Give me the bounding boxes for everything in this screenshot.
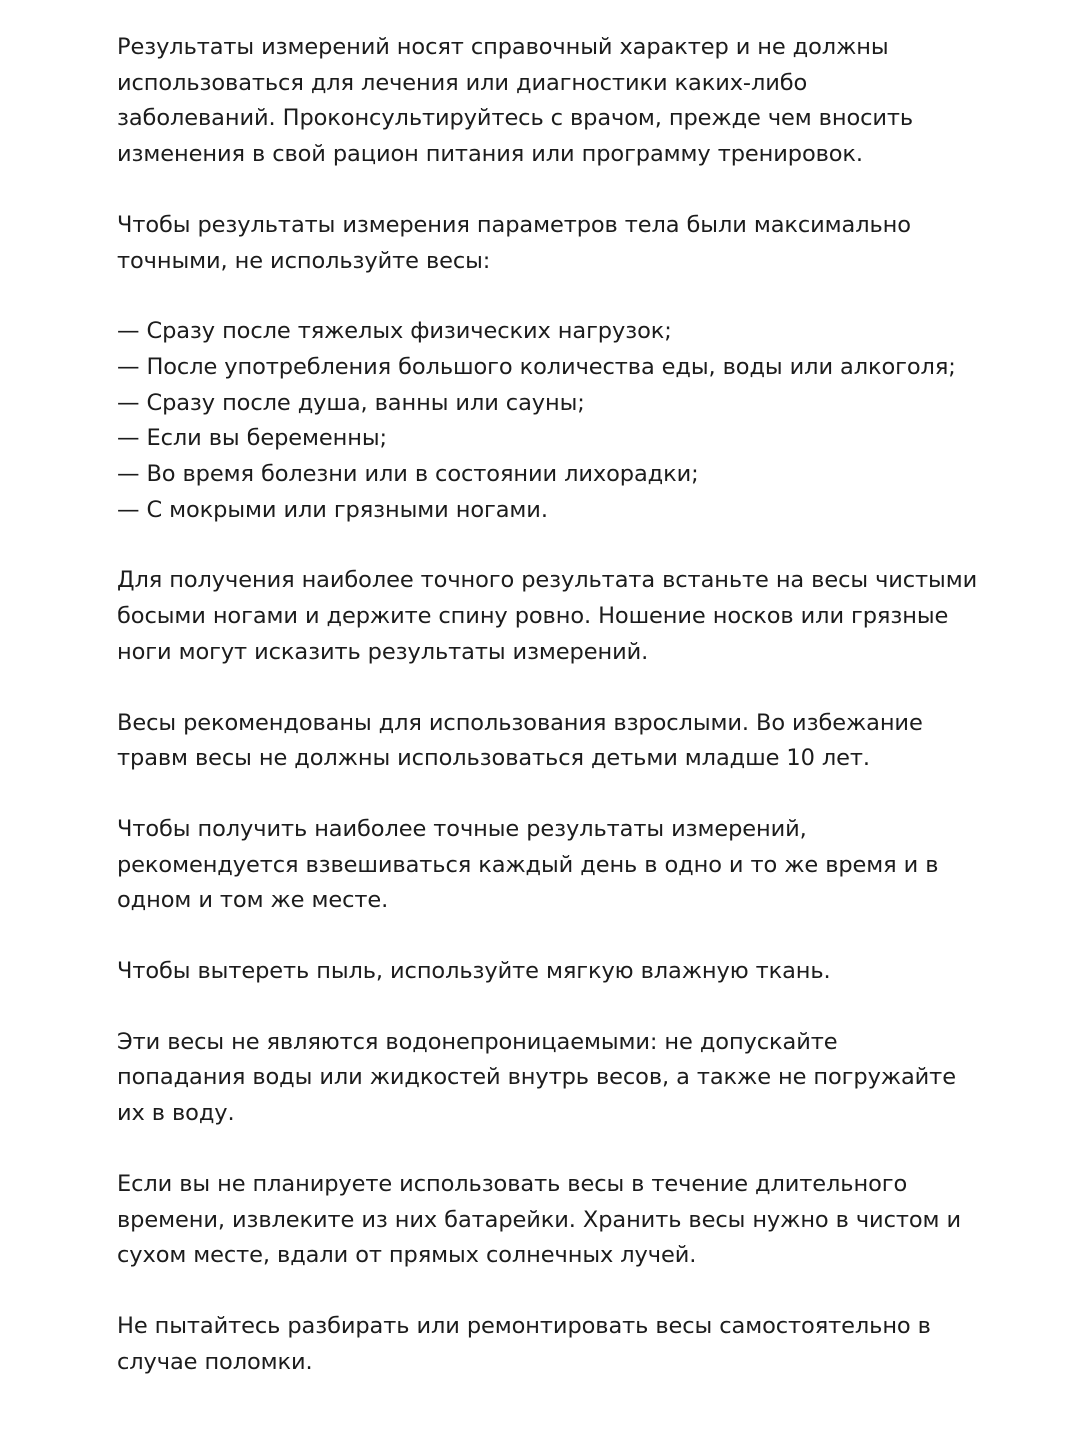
text-line: Не пытайтесь разбирать или ремонтировать весы самостоятельно в	[117, 1312, 931, 1339]
text-line: заболеваний. Проконсультируйтесь с врачом, прежде чем вносить	[117, 105, 914, 132]
water-paragraph	[117, 1025, 997, 1132]
list-item: — С мокрыми или грязными ногами.	[117, 496, 548, 523]
text-line: изменения в свой рацион питания или программу тренировок.	[117, 141, 863, 168]
repair-paragraph	[117, 1309, 997, 1380]
storage-paragraph	[117, 1167, 997, 1274]
list-item: — После употребления большого количества еды, воды или алкоголя;	[117, 353, 956, 380]
text-line: использоваться для лечения или диагностики каких-либо	[117, 69, 808, 96]
routine-paragraph	[117, 812, 997, 919]
age-paragraph	[117, 706, 997, 777]
list-item: — Если вы беременны;	[117, 425, 387, 452]
text-line: попадания воды или жидкостей внутрь весов, а также не погружайте	[117, 1064, 956, 1091]
posture-paragraph	[117, 563, 997, 670]
list-item: — Сразу после душа, ванны или сауны;	[117, 389, 585, 416]
accuracy-intro-paragraph	[117, 208, 997, 279]
text-line: Эти весы не являются водонепроницаемыми: не допускайте	[117, 1028, 838, 1055]
list-item: — Во время болезни или в состоянии лихорадки;	[117, 461, 699, 488]
text-line: Чтобы результаты измерения параметров тела были максимально	[117, 211, 911, 238]
text-line: Чтобы получить наиболее точные результаты измерений,	[117, 815, 807, 842]
text-line: ноги могут исказить результаты измерений.	[117, 638, 649, 665]
text-line: точными, не используйте весы:	[117, 247, 491, 274]
text-line: Результаты измерений носят справочный характер и не должны	[117, 34, 889, 60]
text-line: Если вы не планируете использовать весы в течение длительного	[117, 1170, 908, 1197]
text-line: Чтобы вытереть пыль, используйте мягкую влажную ткань.	[117, 958, 831, 985]
text-line: босыми ногами и держите спину ровно. Ношение носков или грязные	[117, 603, 949, 630]
text-line: одном и том же месте.	[117, 887, 389, 914]
text-line: времени, извлеките из них батарейки. Хранить весы нужно в чистом и	[117, 1206, 961, 1233]
list-item: — Сразу после тяжелых физических нагрузок;	[117, 318, 672, 345]
text-line: Для получения наиболее точного результата встаньте на весы чистыми	[117, 567, 978, 594]
cleaning-paragraph	[117, 954, 997, 990]
text-line: случае поломки.	[117, 1348, 313, 1375]
text-line: сухом месте, вдали от прямых солнечных лучей.	[117, 1242, 697, 1269]
text-line: их в воду.	[117, 1100, 235, 1127]
warnings-list	[117, 314, 997, 528]
disclaimer-paragraph	[117, 30, 997, 173]
text-line: травм весы не должны использоваться детьми младше 10 лет.	[117, 745, 870, 772]
instructions-text	[117, 30, 997, 1415]
text-line: рекомендуется взвешиваться каждый день в одно и то же время и в	[117, 851, 939, 878]
text-line: Весы рекомендованы для использования взрослыми. Во избежание	[117, 709, 923, 736]
